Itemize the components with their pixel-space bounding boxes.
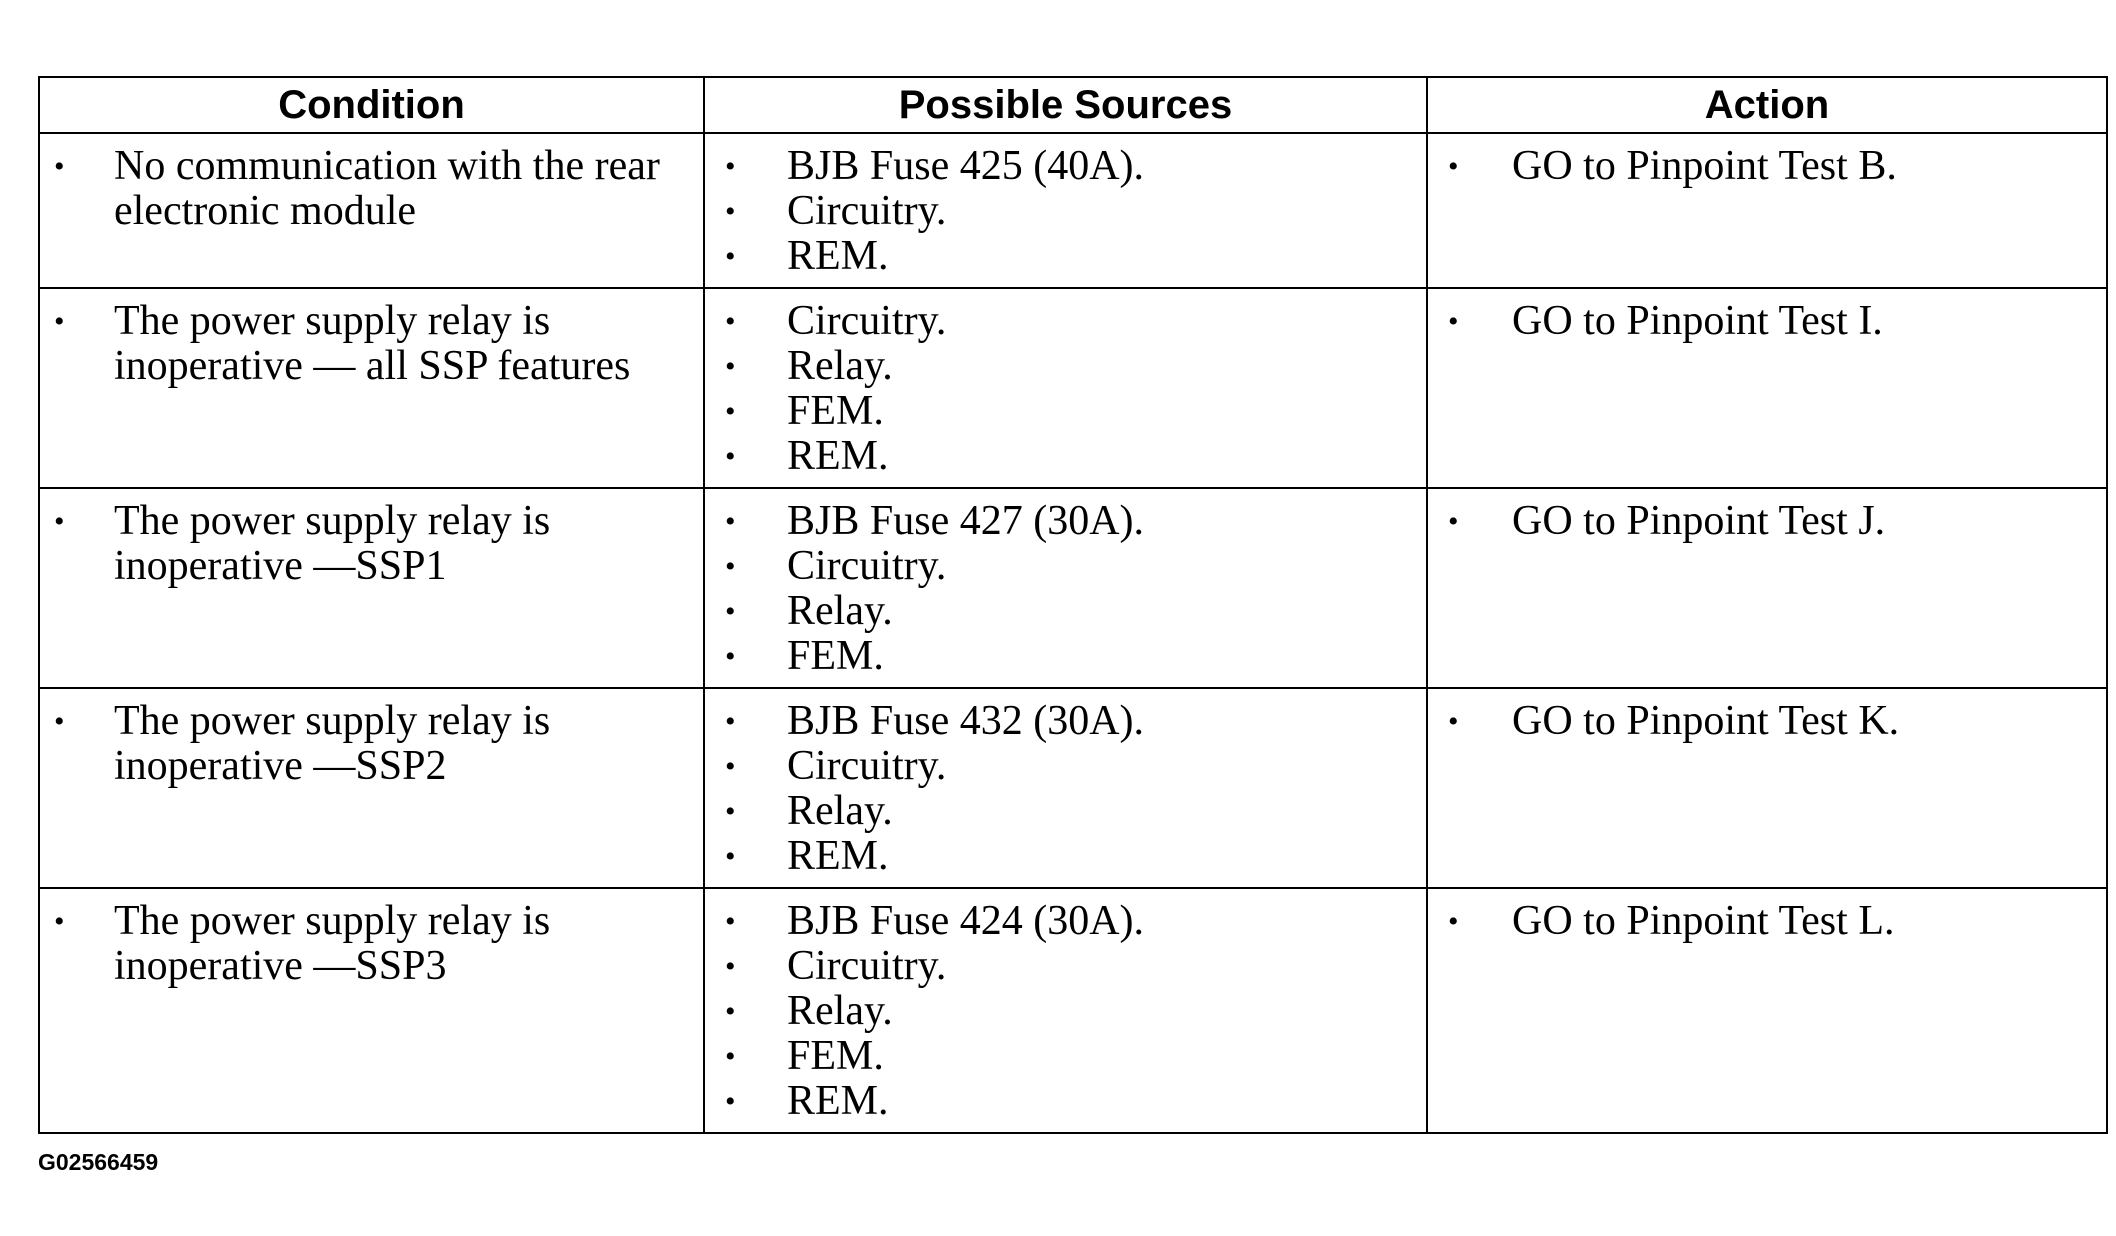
source-item: • Circuitry. bbox=[705, 299, 1426, 344]
diagnostic-table-container bbox=[38, 76, 2106, 1134]
source-item: • Relay. bbox=[705, 989, 1426, 1034]
source-item: • BJB Fuse 424 (30A). bbox=[705, 899, 1426, 944]
condition-text: • The power supply relay is inoperative —SSP3 bbox=[40, 899, 703, 989]
source-item: • FEM. bbox=[705, 634, 1426, 679]
table-row bbox=[39, 888, 2107, 1133]
source-item: • BJB Fuse 425 (40A). bbox=[705, 144, 1426, 189]
sources-cell bbox=[704, 288, 1427, 488]
source-item: • Circuitry. bbox=[705, 744, 1426, 789]
table-row bbox=[39, 688, 2107, 888]
action-cell bbox=[1427, 133, 2107, 288]
source-item: • BJB Fuse 432 (30A). bbox=[705, 699, 1426, 744]
action-cell bbox=[1427, 888, 2107, 1133]
source-item: • REM. bbox=[705, 834, 1426, 879]
action-text: • GO to Pinpoint Test J. bbox=[1428, 499, 2106, 544]
header-possible-sources: Possible Sources bbox=[704, 77, 1427, 133]
source-item: • REM. bbox=[705, 234, 1426, 279]
condition-cell bbox=[39, 133, 704, 288]
condition-text: • The power supply relay is inoperative —SSP2 bbox=[40, 699, 703, 789]
source-item: • Relay. bbox=[705, 344, 1426, 389]
header-action: Action bbox=[1427, 77, 2107, 133]
source-item: • Relay. bbox=[705, 589, 1426, 634]
source-item: • REM. bbox=[705, 434, 1426, 479]
sources-cell bbox=[704, 888, 1427, 1133]
source-item: • BJB Fuse 427 (30A). bbox=[705, 499, 1426, 544]
header-condition: Condition bbox=[39, 77, 704, 133]
action-cell bbox=[1427, 688, 2107, 888]
sources-cell bbox=[704, 488, 1427, 688]
table-row bbox=[39, 133, 2107, 288]
source-item: • Relay. bbox=[705, 789, 1426, 834]
condition-cell bbox=[39, 888, 704, 1133]
source-item: • Circuitry. bbox=[705, 544, 1426, 589]
table-header-row bbox=[39, 77, 2107, 133]
action-text: • GO to Pinpoint Test I. bbox=[1428, 299, 2106, 344]
source-item: • REM. bbox=[705, 1079, 1426, 1124]
source-item: • Circuitry. bbox=[705, 944, 1426, 989]
table-row bbox=[39, 288, 2107, 488]
action-text: • GO to Pinpoint Test L. bbox=[1428, 899, 2106, 944]
action-text: • GO to Pinpoint Test B. bbox=[1428, 144, 2106, 189]
condition-cell bbox=[39, 488, 704, 688]
sources-cell bbox=[704, 688, 1427, 888]
action-text: • GO to Pinpoint Test K. bbox=[1428, 699, 2106, 744]
source-item: • Circuitry. bbox=[705, 189, 1426, 234]
source-item: • FEM. bbox=[705, 389, 1426, 434]
source-item: • FEM. bbox=[705, 1034, 1426, 1079]
symptom-chart-table bbox=[38, 76, 2108, 1134]
condition-text: • The power supply relay is inoperative —SSP1 bbox=[40, 499, 703, 589]
condition-text: • No communication with the rear electronic module bbox=[40, 144, 703, 234]
condition-cell bbox=[39, 288, 704, 488]
condition-text: • The power supply relay is inoperative — all SSP features bbox=[40, 299, 703, 389]
action-cell bbox=[1427, 488, 2107, 688]
sources-cell bbox=[704, 133, 1427, 288]
figure-id-label: G02566459 bbox=[38, 1149, 159, 1175]
table-row bbox=[39, 488, 2107, 688]
condition-cell bbox=[39, 688, 704, 888]
action-cell bbox=[1427, 288, 2107, 488]
